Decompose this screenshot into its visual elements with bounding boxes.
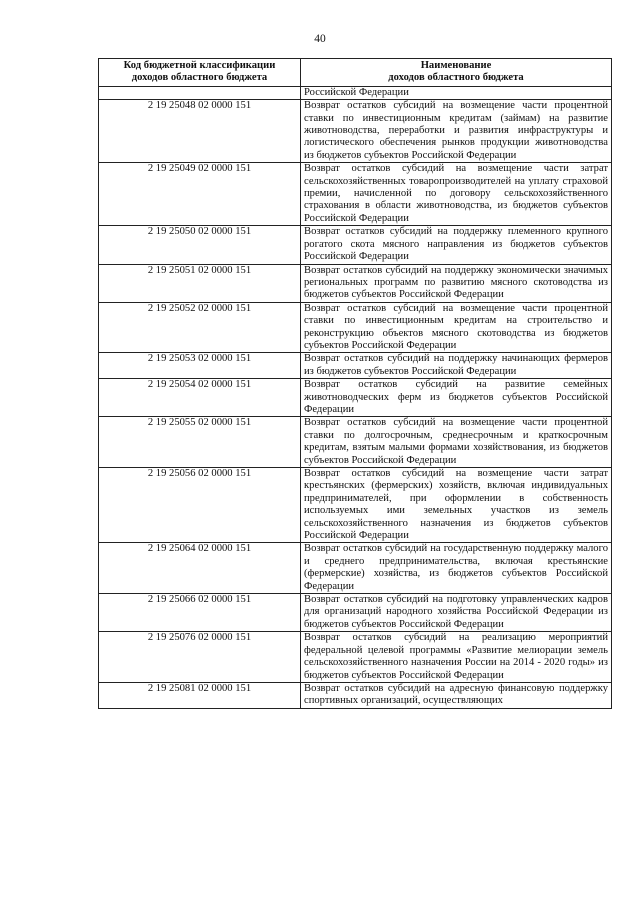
budget-code-cell: 2 19 25076 02 0000 151 [99,632,301,683]
header-code [99,59,301,87]
table-row [99,379,612,417]
header-code-line-1: Код бюджетной классификации [123,60,276,71]
budget-code-cell: 2 19 25049 02 0000 151 [99,163,301,226]
page-number: 40 [314,33,326,45]
revenue-name-cell: Возврат остатков субсидий на развитие семейных животноводческих ферм из бюджетов субъектов Российской Федерации [301,379,612,417]
revenue-name-cell: Российской Федерации [301,86,612,99]
budget-code-cell: 2 19 25048 02 0000 151 [99,100,301,163]
revenue-name-cell: Возврат остатков субсидий на возмещение части процентной ставки по долгосрочным, среднесрочным и краткосрочным кредитам, взятым малыми формами хозяйствования, из бюджетов субъектов Российской Федерации [301,417,612,468]
table-row [99,264,612,302]
revenue-name-cell: Возврат остатков субсидий на возмещение части затрат крестьянских (фермерских) хозяйств, включая индивидуальных предпринимателей, при оформлении в собственность используемых ими земельных участков из земель сельскохозяйственного назначения из бюджетов субъектов Российской Федерации [301,468,612,543]
budget-code-cell: 2 19 25081 02 0000 151 [99,682,301,708]
budget-code-cell: 2 19 25064 02 0000 151 [99,543,301,594]
budget-code-cell: 2 19 25051 02 0000 151 [99,264,301,302]
budget-code-cell: 2 19 25055 02 0000 151 [99,417,301,468]
table-row [99,226,612,264]
revenue-name-cell: Возврат остатков субсидий на возмещение части процентной ставки по инвестиционным кредитам на строительство и реконструкцию объектов мясного скотоводства из бюджетов субъектов Российской Федерации [301,302,612,353]
table-row [99,468,612,543]
revenue-name-cell: Возврат остатков субсидий на государственную поддержку малого и среднего предпринимательства, включая крестьянские (фермерские) хозяйства, из бюджетов субъектов Российской Федерации [301,543,612,594]
revenue-name-cell: Возврат остатков субсидий на поддержку начинающих фермеров из бюджетов субъектов Российской Федерации [301,353,612,379]
budget-code-cell: 2 19 25056 02 0000 151 [99,468,301,543]
revenue-name-cell: Возврат остатков субсидий на поддержку племенного крупного рогатого скота мясного направления из бюджетов субъектов Российской Федерации [301,226,612,264]
table-row [99,302,612,353]
revenue-name-cell: Возврат остатков субсидий на реализацию мероприятий федеральной целевой программы «Развитие мелиорации земель сельскохозяйственного назначения России на 2014 - 2020 годы» из бюджетов субъектов Российской Федерации [301,632,612,683]
table-row [99,86,612,99]
table-row [99,417,612,468]
budget-code-cell [99,86,301,99]
table-row [99,632,612,683]
header-name [301,59,612,87]
table-row [99,353,612,379]
budget-code-cell: 2 19 25052 02 0000 151 [99,302,301,353]
budget-code-cell: 2 19 25050 02 0000 151 [99,226,301,264]
header-name-line-2: доходов областного бюджета [388,72,524,84]
table-row [99,543,612,594]
budget-code-cell: 2 19 25053 02 0000 151 [99,353,301,379]
budget-code-cell: 2 19 25066 02 0000 151 [99,594,301,632]
revenue-name-cell: Возврат остатков субсидий на возмещение части затрат сельскохозяйственных товаропроизводителей на уплату страховой премии, начисленной по договору сельскохозяйственного страхования в области животноводства, из бюджетов субъектов Российской Федерации [301,163,612,226]
revenue-name-cell: Возврат остатков субсидий на поддержку экономически значимых региональных программ по развитию мясного скотоводства из бюджетов субъектов Российской Федерации [301,264,612,302]
header-name-line-1: Наименование [420,60,492,71]
table-row [99,100,612,163]
revenue-name-cell: Возврат остатков субсидий на возмещение части процентной ставки по инвестиционным кредитам (займам) на развитие животноводства, переработки и развития инфраструктуры и логистического обеспечения рынков продукции животноводства из бюджетов субъектов Российской Федерации [301,100,612,163]
header-code-line-2: доходов областного бюджета [131,72,268,84]
table-row [99,163,612,226]
budget-code-cell: 2 19 25054 02 0000 151 [99,379,301,417]
table-row [99,682,612,708]
table-header-row [99,59,612,87]
revenue-name-cell: Возврат остатков субсидий на адресную финансовую поддержку спортивных организаций, осуществляющих [301,682,612,708]
table-row [99,594,612,632]
budget-classification-table [98,58,612,709]
revenue-name-cell: Возврат остатков субсидий на подготовку управленческих кадров для организаций народного хозяйства Российской Федерации из бюджетов субъектов Российской Федерации [301,594,612,632]
